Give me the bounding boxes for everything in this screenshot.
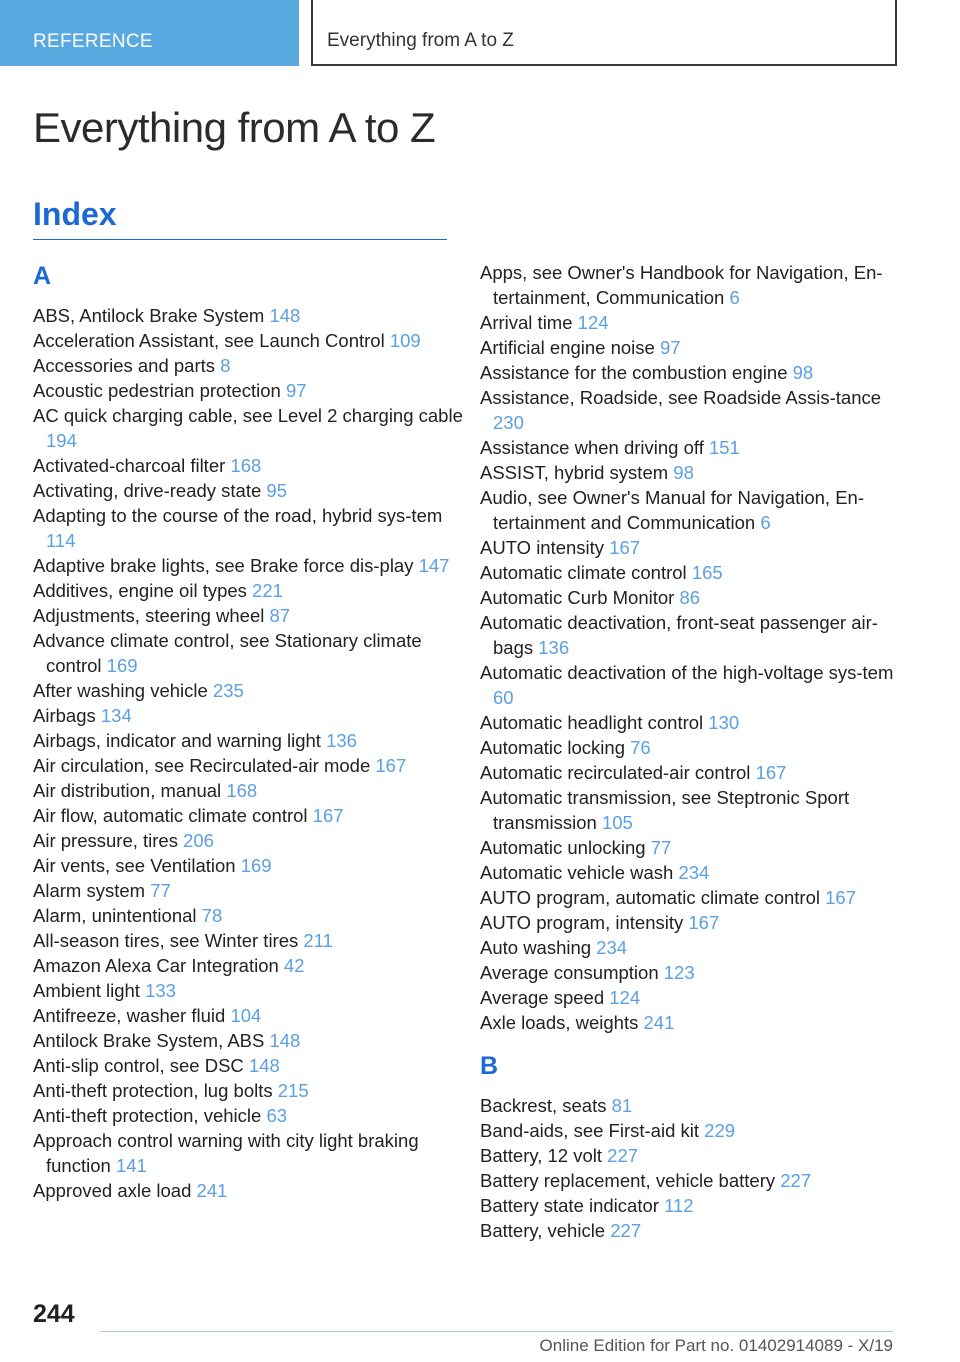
page-number: 244 [33,1300,75,1328]
index-entry [480,1118,910,1143]
index-entry-text: Air distribution, manual [33,780,227,801]
index-entry [33,753,463,778]
index-entry [33,578,463,603]
index-entry [480,1168,910,1193]
index-letter-heading: A [33,262,52,290]
index-page-link[interactable]: 130 [708,712,740,733]
index-page-link[interactable]: 234 [596,937,628,958]
index-entry-text: Approach control warning with city light braking function [33,1130,419,1176]
index-page-link[interactable]: 136 [326,730,357,751]
index-page-link[interactable]: 167 [375,755,407,776]
index-entry-text: Battery replacement, vehicle battery [480,1170,781,1191]
index-entry-text: Antifreeze, washer fluid [33,1005,231,1026]
index-entry-text: Anti-theft protection, vehicle [33,1105,267,1126]
index-page-link[interactable]: 97 [659,337,681,358]
index-entry [480,310,910,335]
index-entry [480,785,910,835]
index-entry [33,1178,463,1203]
index-entry-text: Average speed [480,987,610,1008]
index-entry-text: Automatic unlocking [480,837,651,858]
index-page-link[interactable]: 123 [663,962,695,983]
index-entry-text: Audio, see Owner's Manual for Navigation, En-tertainment and Communication [480,487,865,533]
index-entry [480,910,910,935]
index-page-link[interactable]: 124 [609,987,641,1008]
index-entry [480,860,910,885]
index-entry [33,1103,463,1128]
index-entry [480,660,910,710]
index-page-link[interactable]: 151 [708,437,740,458]
index-entry-text: Band-aids, see First-aid kit [480,1120,705,1141]
index-entry-text: Activated-charcoal filter [33,455,231,476]
index-page-link[interactable]: 215 [277,1080,309,1101]
index-entry-text: Automatic climate control [480,562,692,583]
header-section-tab [0,0,299,66]
index-entry [33,353,463,378]
index-entry [33,1078,463,1103]
index-entry [480,435,910,460]
index-entry-text: Air circulation, see Recirculated-air mode [33,755,376,776]
index-page-link[interactable]: 241 [196,1180,228,1201]
index-page-link[interactable]: 42 [283,955,305,976]
index-entry-text: Accessories and parts [33,355,221,376]
index-page-link[interactable]: 167 [755,762,787,783]
header-chapter-title: Everything from A to Z [327,30,514,51]
index-entry [480,760,910,785]
index-entry-text: AC quick charging cable, see Level 2 charging cable [33,405,463,426]
index-page-link[interactable]: 141 [115,1155,147,1176]
index-entry [33,928,463,953]
index-entry-text: Battery, vehicle [480,1220,611,1241]
index-page-link[interactable]: 168 [230,455,262,476]
index-entry-text: Apps, see Owner's Handbook for Navigation, En-tertainment, Communication [480,262,883,308]
index-entry-text: Adjustments, steering wheel [33,605,270,626]
index-entry-text: Automatic locking [480,737,631,758]
index-entry-text: Alarm, unintentional [33,905,202,926]
index-entry-text: Automatic Curb Monitor [480,587,680,608]
index-entry-text: Approved axle load [33,1180,197,1201]
index-page-link[interactable]: 136 [538,637,570,658]
index-page-link[interactable]: 87 [269,605,291,626]
index-entry [33,328,463,353]
index-entry-text: Battery state indicator [480,1195,665,1216]
index-page-link[interactable]: 133 [145,980,176,1001]
index-entry [480,1093,910,1118]
index-page-link[interactable]: 234 [678,862,710,883]
index-entry-text: Anti-slip control, see DSC [33,1055,249,1076]
footer-divider [100,1331,893,1332]
index-entry [480,735,910,760]
index-entry [33,403,463,453]
index-entry-text: Anti-theft protection, lug bolts [33,1080,278,1101]
index-letter-heading: B [480,1052,499,1080]
index-entry [33,978,463,1003]
index-entry-text: AUTO program, automatic climate control [480,887,826,908]
index-entry [33,1003,463,1028]
index-entry [480,1010,910,1035]
index-entry [480,610,910,660]
index-entry [480,935,910,960]
index-page-link[interactable]: 105 [601,812,633,833]
index-entry-text: ASSIST, hybrid system [480,462,674,483]
index-entry [480,985,910,1010]
index-entry-text: Adaptive brake lights, see Brake force dis-play [33,555,419,576]
index-entry [33,953,463,978]
index-page-link[interactable]: 60 [493,687,514,708]
index-page-link[interactable]: 6 [760,512,771,533]
index-entry [33,1128,463,1178]
index-entry-text: Auto washing [480,937,597,958]
index-entry-text: AUTO program, intensity [480,912,689,933]
index-entry-text: Backrest, seats [480,1095,612,1116]
index-entry-text: Acoustic pedestrian protection [33,380,286,401]
index-entry [480,535,910,560]
index-page-link[interactable]: 112 [664,1195,694,1216]
index-entry [33,378,463,403]
index-entry-text: After washing vehicle [33,680,213,701]
index-entry-text: Arrival time [480,312,578,333]
index-page-link[interactable]: 168 [226,780,258,801]
index-entry [33,878,463,903]
index-entry [480,485,910,535]
index-entry-text: Air pressure, tires [33,830,184,851]
index-entry-text: Airbags [33,705,101,726]
index-entry-text: Alarm system [33,880,151,901]
index-entry [33,728,463,753]
index-page-link[interactable]: 8 [220,355,231,376]
index-page-link[interactable]: 169 [240,855,272,876]
index-page-link[interactable]: 95 [266,480,287,501]
index-entry [480,260,910,310]
index-entry-text: Automatic headlight control [480,712,709,733]
index-page-link[interactable]: 147 [418,555,450,576]
footer-edition-text: Online Edition for Part no. 01402914089 - X/19 [539,1336,893,1355]
index-entry-text: Automatic deactivation, front-seat passenger air-bags [480,612,878,658]
index-entry [33,1053,463,1078]
index-entry-text: Automatic vehicle wash [480,862,679,883]
index-entry-text: Air vents, see Ventilation [33,855,241,876]
index-entry [33,853,463,878]
index-entry-text: Airbags, indicator and warning light [33,730,327,751]
index-page-link[interactable]: 227 [780,1170,812,1191]
index-page-link[interactable]: 206 [183,830,214,851]
index-entry [33,903,463,928]
index-entry-text: Amazon Alexa Car Integration [33,955,284,976]
index-entry [480,960,910,985]
index-entry-text: Artificial engine noise [480,337,660,358]
index-page-link[interactable]: 229 [704,1120,736,1141]
index-entry [33,478,463,503]
index-entry-text: Automatic deactivation of the high-voltage sys-tem [480,662,894,683]
index-entry-text: AUTO intensity [480,537,610,558]
index-entry [480,885,910,910]
index-entry [480,1143,910,1168]
index-entry-text: Automatic transmission, see Steptronic Sport transmission [480,787,850,833]
index-page-link[interactable]: 227 [607,1145,639,1166]
index-page-link[interactable]: 235 [212,680,244,701]
index-entry [33,703,463,728]
index-page-link[interactable]: 167 [312,805,344,826]
index-page-link[interactable]: 77 [150,880,171,901]
index-entry [480,1218,910,1243]
index-entry-text: Acceleration Assistant, see Launch Control [33,330,390,351]
index-entry-text: All-season tires, see Winter tires [33,930,304,951]
index-page-link[interactable]: 63 [266,1105,288,1126]
index-entry [480,585,910,610]
index-page-link[interactable]: 6 [729,287,740,308]
index-page-link[interactable]: 76 [630,737,651,758]
index-column-left [33,261,463,1203]
index-page-link[interactable]: 167 [825,887,856,908]
index-entry [480,835,910,860]
index-page-link[interactable]: 98 [792,362,814,383]
index-page-link[interactable]: 148 [269,1030,301,1051]
index-entry [33,553,463,578]
header-chapter-box [311,0,897,66]
index-page-link[interactable]: 134 [100,705,132,726]
index-entry [33,778,463,803]
index-entry-text: Assistance, Roadside, see Roadside Assis-tance [480,387,882,408]
index-page-link[interactable]: 230 [493,412,524,433]
section-divider [33,239,447,240]
index-entry [480,460,910,485]
index-entry-text: Ambient light [33,980,146,1001]
index-page-link[interactable]: 81 [611,1095,633,1116]
index-entry [33,678,463,703]
index-page-link[interactable]: 167 [688,912,720,933]
index-entry [480,335,910,360]
index-entry [33,1028,463,1053]
index-entry-text: Battery, 12 volt [480,1145,608,1166]
index-entry [33,303,463,328]
index-page-link[interactable]: 165 [691,562,723,583]
index-entry-text: Additives, engine oil types [33,580,253,601]
index-entry-text: Activating, drive-ready state [33,480,267,501]
index-entry-text: Assistance when driving off [480,437,709,458]
index-page-link[interactable]: 194 [46,430,77,451]
index-page-link[interactable]: 148 [269,305,301,326]
index-entry-text: Axle loads, weights [480,1012,644,1033]
page-title: Everything from A to Z [33,104,436,151]
index-page-link[interactable]: 114 [46,530,76,551]
index-page-link[interactable]: 77 [650,837,672,858]
index-entry [33,503,463,553]
index-page-link[interactable]: 167 [609,537,641,558]
index-entry [480,1193,910,1218]
header-section-label: REFERENCE [33,31,153,52]
index-page-link[interactable]: 241 [643,1012,675,1033]
index-page-link[interactable]: 221 [252,580,283,601]
index-page-link[interactable]: 109 [389,330,421,351]
index-page-link[interactable]: 98 [673,462,694,483]
index-entry-text: Average consumption [480,962,664,983]
index-entry-text: Adapting to the course of the road, hybrid sys-tem [33,505,443,526]
section-title: Index [33,196,117,232]
index-entry [480,385,910,435]
index-page-link[interactable]: 97 [285,380,307,401]
index-entry [480,360,910,385]
index-page-link[interactable]: 104 [230,1005,262,1026]
index-entry [33,828,463,853]
index-page-link[interactable]: 211 [303,930,333,951]
index-entry [33,628,463,678]
index-entry [480,710,910,735]
index-page-link[interactable]: 148 [248,1055,280,1076]
index-entry-text: Antilock Brake System, ABS [33,1030,270,1051]
index-page-link[interactable]: 169 [106,655,138,676]
index-page-link[interactable]: 78 [201,905,223,926]
index-entry [33,453,463,478]
index-page-link[interactable]: 227 [610,1220,642,1241]
index-page-link[interactable]: 124 [577,312,609,333]
index-entry [33,603,463,628]
index-entry-text: Air flow, automatic climate control [33,805,313,826]
index-entry [33,803,463,828]
index-entry-text: Advance climate control, see Stationary climate control [33,630,422,676]
index-entry-text: ABS, Antilock Brake System [33,305,270,326]
index-column-right [480,260,910,1243]
index-entry [480,560,910,585]
index-page-link[interactable]: 86 [679,587,701,608]
index-entry-text: Automatic recirculated-air control [480,762,756,783]
index-entry-text: Assistance for the combustion engine [480,362,793,383]
